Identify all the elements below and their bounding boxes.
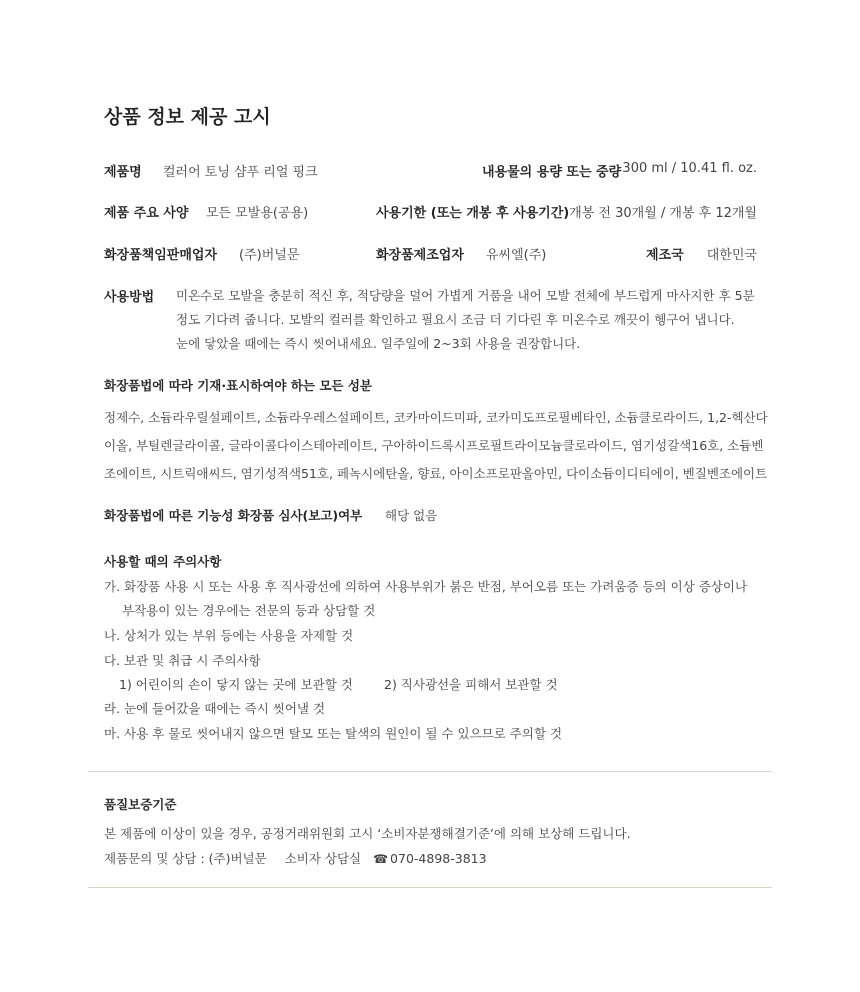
quality-line: 본 제품에 이상이 있을 경우, 공정거래위원회 고시 ‘소비자분쟁해결기준’에 의해 보상해 드립니다. bbox=[104, 826, 631, 841]
caution-item-ra: 라. 눈에 들어갔을 때에는 즉시 씻어낼 것 bbox=[104, 701, 326, 716]
ingredients-line: 이올, 부틸렌글라이콜, 글라이콜다이스테아레이트, 구아하이드록시프로필트라이모늄클로라이드, 염기성갈색16호, 소듐벤 bbox=[104, 438, 764, 453]
volume-value: 300 ml / 10.41 fl. oz. bbox=[622, 161, 757, 176]
caution-subitem-1: 1) 어린이의 손이 닿지 않는 곳에 보관할 것 bbox=[119, 677, 353, 692]
caution-item-da: 다. 보관 및 취급 시 주의사항 bbox=[104, 653, 261, 668]
maker-value: 유씨엘(주) bbox=[486, 248, 547, 263]
page-title: 상품 정보 제공 고시 bbox=[104, 106, 271, 128]
usage-line: 미온수로 모발을 충분히 적신 후, 적당량을 덜어 가볍게 거품을 내어 모발 전체에 부드럽게 마사지한 후 5분 bbox=[176, 288, 755, 303]
spec-label: 제품 주요 사양 bbox=[104, 206, 189, 221]
contact-line bbox=[104, 849, 487, 867]
cautions-heading: 사용할 때의 주의사항 bbox=[104, 554, 222, 569]
quality-heading: 품질보증기준 bbox=[104, 797, 177, 812]
caution-item-na: 나. 상처가 있는 부위 등에는 사용을 자제할 것 bbox=[104, 628, 354, 643]
country-label: 제조국 bbox=[646, 248, 684, 263]
country-value: 대한민국 bbox=[706, 248, 757, 263]
contact-prefix: 제품문의 및 상담 : (주)버널문 bbox=[104, 851, 267, 866]
caution-item-ga-cont: 부작용이 있는 경우에는 전문의 등과 상담할 것 bbox=[122, 603, 376, 618]
caution-subitem-2: 2) 직사광선을 피해서 보관할 것 bbox=[384, 677, 558, 692]
seller-label: 화장품책임판매업자 bbox=[104, 248, 218, 263]
divider bbox=[88, 771, 772, 772]
usage-line: 눈에 닿았을 때에는 즉시 씻어내세요. 일주일에 2~3회 사용을 권장합니다. bbox=[176, 336, 581, 351]
caution-item-ma: 마. 사용 후 물로 씻어내지 않으면 탈모 또는 탈색의 원인이 될 수 있으므로 주의할 것 bbox=[104, 726, 563, 741]
functional-value: 해당 없음 bbox=[385, 508, 438, 523]
volume-label: 내용물의 용량 또는 중량 bbox=[482, 165, 622, 180]
seller-value: (주)버널문 bbox=[239, 248, 300, 263]
functional-label: 화장품법에 따른 기능성 화장품 심사(보고)여부 bbox=[104, 508, 363, 523]
maker-label: 화장품제조업자 bbox=[376, 248, 464, 263]
expiry-value: 개봉 전 30개월 / 개봉 후 12개월 bbox=[569, 206, 757, 221]
phone-number: 070-4898-3813 bbox=[390, 851, 487, 866]
ingredients-line: 조에이트, 시트릭애씨드, 염기성적색51호, 페녹시에탄올, 향료, 아이소프로판올아민, 다이소듐이디티에이, 벤질벤조에이트 bbox=[104, 466, 768, 481]
spec-value: 모든 모발용(공용) bbox=[206, 206, 309, 221]
product-name-label: 제품명 bbox=[104, 165, 142, 180]
usage-label: 사용방법 bbox=[104, 290, 155, 305]
divider bbox=[88, 887, 772, 888]
consumer-center-label: 소비자 상담실 bbox=[284, 851, 362, 866]
caution-item-ga: 가. 화장품 사용 시 또는 사용 후 직사광선에 의하여 사용부위가 붉은 반점, 부어오름 또는 가려움증 등의 이상 증상이나 bbox=[104, 579, 748, 594]
ingredients-heading: 화장품법에 따라 기재·표시하여야 하는 모든 성분 bbox=[104, 378, 373, 393]
expiry-label: 사용기한 (또는 개봉 후 사용기간) bbox=[376, 206, 570, 221]
ingredients-line: 정제수, 소듐라우릴설페이트, 소듐라우레스설페이트, 코카마이드미파, 코카미도프로필베타인, 소듐클로라이드, 1,2-헥산다 bbox=[104, 410, 768, 425]
usage-line: 정도 기다려 줍니다. 모발의 컬러를 확인하고 필요시 조금 더 기다린 후 미온수로 깨끗이 헹구어 냅니다. bbox=[176, 312, 735, 327]
product-name-value: 컬러어 토닝 샴푸 리얼 핑크 bbox=[163, 165, 318, 180]
phone-icon: ☎ bbox=[373, 852, 389, 866]
